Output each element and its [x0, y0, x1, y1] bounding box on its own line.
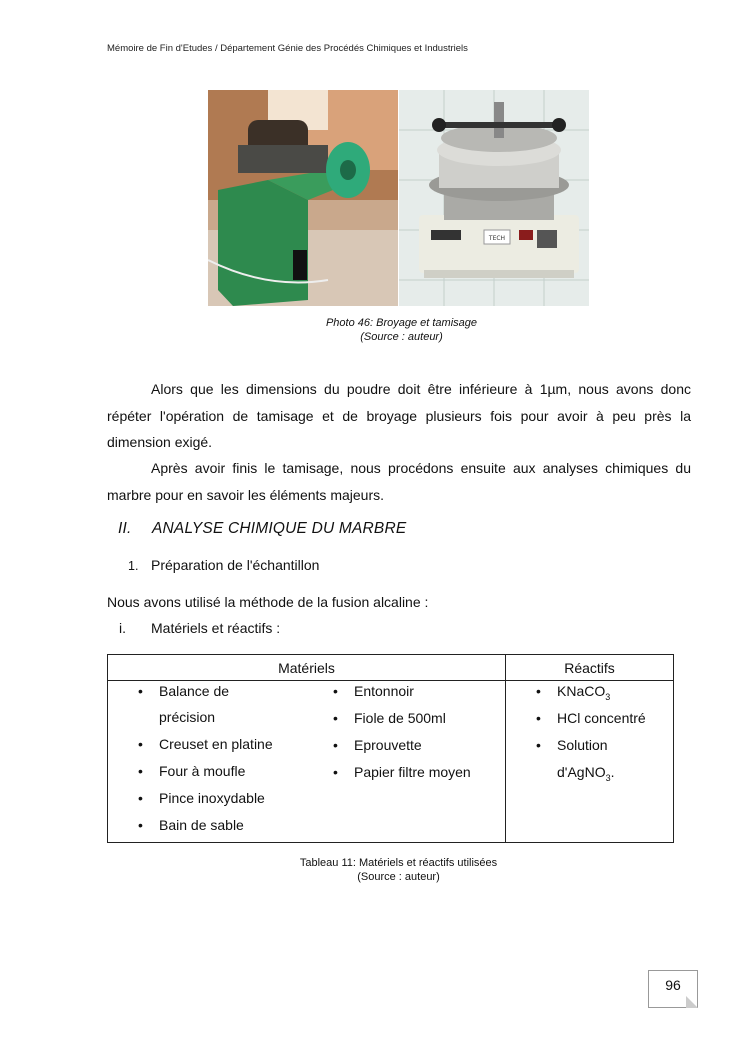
list-heading — [119, 620, 280, 636]
list-item: • Bain de sable — [138, 817, 244, 833]
list-item: • Fiole de 500ml — [333, 710, 446, 726]
page-number-box — [648, 970, 698, 1008]
photo-source: (Source : auteur) — [360, 331, 443, 343]
paragraph-2: Après avoir finis le tamisage, nous procédons ensuite aux analyses chimiques du marbre pour en savoir les éléments majeurs. — [107, 460, 691, 503]
section-title-text: ANALYSE CHIMIQUE DU MARBRE — [152, 520, 407, 537]
list-item: • KNaCO$_3$ — [536, 683, 611, 702]
list-item: • Creuset en platine — [138, 736, 273, 752]
list-item-continuation: d'AgNO$_3$. — [557, 764, 615, 783]
photo-caption: Photo 46: Broyage et tamisage — [325, 317, 478, 329]
grinder-photo — [208, 90, 398, 306]
materiels-cell — [108, 681, 506, 843]
list-item: • Papier filtre moyen — [333, 764, 471, 780]
paragraph-1: Alors que les dimensions du poudre doit être inférieure à 1µm, nous avons donc répéter l'opération de tamisage et de broyage plusieurs fois pour avoir à peu près la dimension exigé. — [107, 381, 691, 450]
list-title-text: Matériels et réactifs : — [151, 620, 281, 636]
method-line: Nous avons utilisé la méthode de la fusion alcaline : — [107, 594, 429, 610]
materials-table — [107, 654, 674, 843]
section-heading — [118, 520, 406, 538]
list-item: • Eprouvette — [333, 737, 422, 753]
sieve-shaker-photo — [399, 90, 589, 306]
reactifs-cell — [506, 681, 674, 843]
list-item: • Entonnoir — [333, 683, 414, 699]
list-item: • Balance de — [138, 683, 230, 699]
page-curl-icon — [686, 996, 698, 1008]
list-item: • Four à moufle — [138, 763, 246, 779]
table-header-materiels: Matériels — [108, 655, 506, 681]
subsection-number: 1. — [128, 559, 139, 573]
section-number: II. — [118, 520, 132, 537]
table-source: (Source : auteur) — [357, 871, 440, 883]
list-item: • Solution — [536, 737, 608, 753]
list-item-continuation: précision — [159, 709, 216, 725]
table-caption: Tableau 11: Matériels et réactifs utilisées — [299, 857, 498, 869]
page-number: 96 — [665, 977, 681, 993]
list-item: • Pince inoxydable — [138, 790, 265, 806]
table-header-reactifs: Réactifs — [506, 655, 674, 681]
photo-figure — [208, 90, 589, 306]
list-number: i. — [119, 620, 126, 636]
subsection-heading — [128, 557, 319, 573]
list-item: • HCl concentré — [536, 710, 646, 726]
subsection-title-text: Préparation de l'échantillon — [151, 557, 320, 573]
running-header: Mémoire de Fin d'Etudes / Département Génie des Procédés Chimiques et Industriels — [107, 43, 468, 54]
device-label: TECH — [488, 235, 506, 242]
